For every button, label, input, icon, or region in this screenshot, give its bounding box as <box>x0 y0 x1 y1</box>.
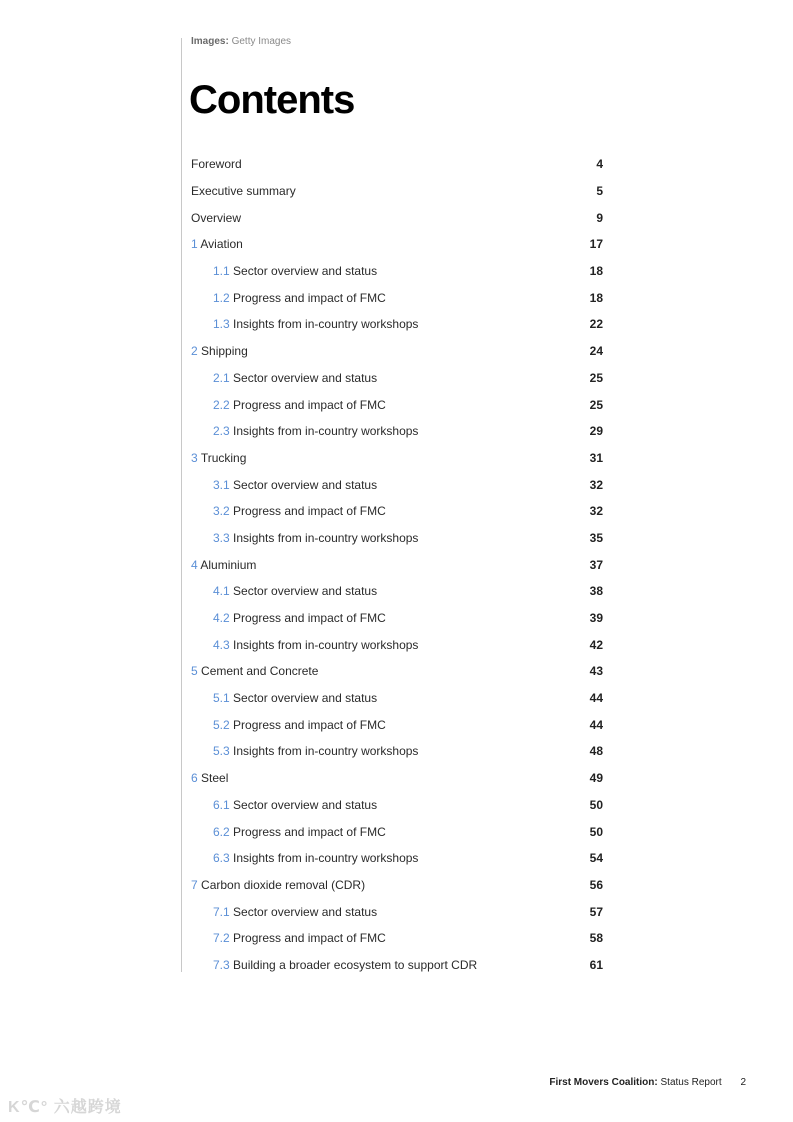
toc-page-number: 31 <box>589 450 603 465</box>
toc-entry-number: 3.1 <box>213 477 230 492</box>
toc-page-number: 22 <box>589 317 603 332</box>
toc-subsection-row[interactable] <box>191 498 603 525</box>
toc-page-number: 17 <box>589 237 603 252</box>
toc-subsection-row[interactable] <box>191 311 603 338</box>
toc-subsection-row[interactable] <box>191 284 603 311</box>
toc-entry-title: Progress and impact of FMC <box>233 824 386 839</box>
toc-subsection-row[interactable] <box>191 365 603 392</box>
page-title: Contents <box>189 78 355 122</box>
toc-entry-number: 7.1 <box>213 904 230 919</box>
toc-page-number: 37 <box>589 557 603 572</box>
toc-page-number: 35 <box>589 530 603 545</box>
toc-entry-title: Building a broader ecosystem to support CDR <box>233 957 478 972</box>
toc-section-row[interactable] <box>191 178 603 205</box>
toc-entry-title: Shipping <box>201 344 248 359</box>
toc-entry-title: Sector overview and status <box>233 797 378 812</box>
toc-entry-number: 6.2 <box>213 824 230 839</box>
toc-subsection-row[interactable] <box>191 605 603 632</box>
toc-entry-title: Sector overview and status <box>233 584 378 599</box>
toc-page-number: 48 <box>589 744 603 759</box>
toc-page-number: 4 <box>596 157 603 172</box>
toc-page-number: 25 <box>589 397 603 412</box>
toc-section-row[interactable] <box>191 551 603 578</box>
toc-section-row[interactable] <box>191 658 603 685</box>
toc-entry-title: Insights from in-country workshops <box>233 851 419 866</box>
toc-entry-number: 1 <box>191 237 198 252</box>
toc-entry <box>191 184 296 198</box>
toc-entry-number: 1.3 <box>213 317 230 332</box>
toc-entry-number: 4.2 <box>213 611 230 626</box>
toc-entry-title: Aluminium <box>200 557 257 572</box>
toc-subsection-row[interactable] <box>191 711 603 738</box>
toc-subsection-row[interactable] <box>191 525 603 552</box>
toc-subsection-row[interactable] <box>191 898 603 925</box>
toc-entry <box>191 451 246 465</box>
toc-page-number: 56 <box>589 877 603 892</box>
toc-subsection-row[interactable] <box>191 818 603 845</box>
toc-entry <box>191 931 386 945</box>
toc-subsection-row[interactable] <box>191 685 603 712</box>
toc-entry <box>191 798 377 812</box>
toc-entry-number: 4.1 <box>213 584 230 599</box>
toc-page-number: 39 <box>589 611 603 626</box>
toc-entry-title: Progress and impact of FMC <box>233 717 386 732</box>
toc-entry-number: 1.2 <box>213 290 230 305</box>
toc-entry <box>191 478 377 492</box>
toc-entry-number: 5.2 <box>213 717 230 732</box>
toc-subsection-row[interactable] <box>191 391 603 418</box>
toc-entry-title: Aviation <box>200 237 243 252</box>
toc-entry <box>191 531 418 545</box>
toc-entry-title: Steel <box>201 771 229 786</box>
toc-entry-number: 7 <box>191 877 198 892</box>
toc-entry-number: 6 <box>191 771 198 786</box>
toc-entry-title: Cement and Concrete <box>201 664 319 679</box>
toc-entry <box>191 264 377 278</box>
toc-entry-title: Sector overview and status <box>233 691 378 706</box>
toc-entry-number: 5.3 <box>213 744 230 759</box>
toc-entry <box>191 905 377 919</box>
toc-page-number: 61 <box>589 957 603 972</box>
toc-entry-number: 5 <box>191 664 198 679</box>
watermark-logo: K℃° 六越跨境 <box>8 1099 122 1116</box>
toc-page-number: 32 <box>589 504 603 519</box>
toc-page-number: 5 <box>596 184 603 199</box>
toc-entry <box>191 771 228 785</box>
toc-entry-number: 6.1 <box>213 797 230 812</box>
image-credit-label: Images: <box>191 36 229 47</box>
toc-entry-title: Insights from in-country workshops <box>233 317 419 332</box>
toc-entry <box>191 237 243 251</box>
toc-page-number: 24 <box>589 344 603 359</box>
toc-subsection-row[interactable] <box>191 471 603 498</box>
toc-subsection-row[interactable] <box>191 418 603 445</box>
toc-entry-title: Insights from in-country workshops <box>233 424 419 439</box>
toc-entry <box>191 664 318 678</box>
toc-page-number: 44 <box>589 691 603 706</box>
toc-entry <box>191 638 418 652</box>
toc-entry-number: 3.3 <box>213 530 230 545</box>
left-margin-rule <box>181 38 182 972</box>
toc-section-row[interactable] <box>191 445 603 472</box>
toc-entry <box>191 878 365 892</box>
toc-entry-title: Insights from in-country workshops <box>233 637 419 652</box>
toc-page-number: 50 <box>589 797 603 812</box>
toc-entry <box>191 157 242 171</box>
toc-page-number: 49 <box>589 771 603 786</box>
toc-entry-title: Sector overview and status <box>233 264 378 279</box>
toc-subsection-row[interactable] <box>191 578 603 605</box>
toc-page-number: 42 <box>589 637 603 652</box>
toc-entry-number: 2 <box>191 344 198 359</box>
toc-entry-number: 2.1 <box>213 370 230 385</box>
toc-entry-title: Carbon dioxide removal (CDR) <box>201 877 366 892</box>
toc-entry-title: Sector overview and status <box>233 477 378 492</box>
footer-page-number: 2 <box>740 1077 746 1088</box>
toc-page-number: 58 <box>589 931 603 946</box>
toc-page-number: 25 <box>589 370 603 385</box>
toc-entry <box>191 317 418 331</box>
toc-entry-title: Foreword <box>191 157 242 172</box>
toc-entry-title: Progress and impact of FMC <box>233 290 386 305</box>
toc-entry-title: Trucking <box>200 450 247 465</box>
toc-subsection-row[interactable] <box>191 845 603 872</box>
toc-entry <box>191 504 386 518</box>
toc-entry <box>191 291 386 305</box>
toc-entry <box>191 424 418 438</box>
toc-page-number: 38 <box>589 584 603 599</box>
toc-entry-title: Progress and impact of FMC <box>233 611 386 626</box>
toc-entry-title: Sector overview and status <box>233 370 378 385</box>
page-footer <box>549 1077 746 1088</box>
toc-entry-title: Executive summary <box>191 184 296 199</box>
toc-subsection-row[interactable] <box>191 631 603 658</box>
toc-entry <box>191 851 418 865</box>
toc-page-number: 43 <box>589 664 603 679</box>
toc-entry-title: Sector overview and status <box>233 904 378 919</box>
toc-entry-title: Progress and impact of FMC <box>233 504 386 519</box>
toc-entry <box>191 211 241 225</box>
toc-page-number: 29 <box>589 424 603 439</box>
toc-entry-number: 3 <box>191 450 198 465</box>
toc-subsection-row[interactable] <box>191 792 603 819</box>
toc-entry <box>191 344 248 358</box>
toc-section-row[interactable] <box>191 765 603 792</box>
toc-entry-number: 4.3 <box>213 637 230 652</box>
toc-entry-title: Insights from in-country workshops <box>233 744 419 759</box>
toc-entry-title: Progress and impact of FMC <box>233 397 386 412</box>
toc-subsection-row[interactable] <box>191 738 603 765</box>
footer-organization: First Movers Coalition: <box>549 1077 658 1088</box>
toc-entry-number: 4 <box>191 557 198 572</box>
toc-subsection-row[interactable] <box>191 925 603 952</box>
image-credit <box>191 36 291 47</box>
toc-entry <box>191 958 477 972</box>
toc-entry <box>191 584 377 598</box>
toc-entry-title: Overview <box>191 210 242 225</box>
toc-page-number: 18 <box>589 264 603 279</box>
toc-entry-number: 1.1 <box>213 264 230 279</box>
toc-page-number: 54 <box>589 851 603 866</box>
toc-section-row[interactable] <box>191 872 603 899</box>
toc-entry-title: Progress and impact of FMC <box>233 931 386 946</box>
toc-entry <box>191 611 386 625</box>
toc-section-row[interactable] <box>191 204 603 231</box>
toc-section-row[interactable] <box>191 338 603 365</box>
toc-entry-number: 2.3 <box>213 424 230 439</box>
toc-entry-number: 7.2 <box>213 931 230 946</box>
toc-page-number: 9 <box>596 210 603 225</box>
toc-page-number: 57 <box>589 904 603 919</box>
toc-entry <box>191 718 386 732</box>
toc-page-number: 32 <box>589 477 603 492</box>
toc-section-row[interactable] <box>191 231 603 258</box>
toc-entry <box>191 691 377 705</box>
toc-section-row[interactable] <box>191 151 603 178</box>
toc-page-number: 44 <box>589 717 603 732</box>
toc-page-number: 50 <box>589 824 603 839</box>
footer-report-name: Status Report <box>660 1077 722 1088</box>
image-credit-value: Getty Images <box>231 36 292 47</box>
toc-entry <box>191 744 418 758</box>
toc-entry-number: 2.2 <box>213 397 230 412</box>
toc-entry-number: 6.3 <box>213 851 230 866</box>
toc-entry-number: 5.1 <box>213 691 230 706</box>
toc-page-number: 18 <box>589 290 603 305</box>
toc-entry-title: Insights from in-country workshops <box>233 530 419 545</box>
toc-entry <box>191 558 256 572</box>
toc-entry-number: 7.3 <box>213 957 230 972</box>
toc-entry <box>191 371 377 385</box>
toc-subsection-row[interactable] <box>191 258 603 285</box>
toc-entry-number: 3.2 <box>213 504 230 519</box>
toc-subsection-row[interactable] <box>191 952 603 979</box>
toc-entry <box>191 825 386 839</box>
table-of-contents <box>191 151 603 978</box>
toc-entry <box>191 398 386 412</box>
